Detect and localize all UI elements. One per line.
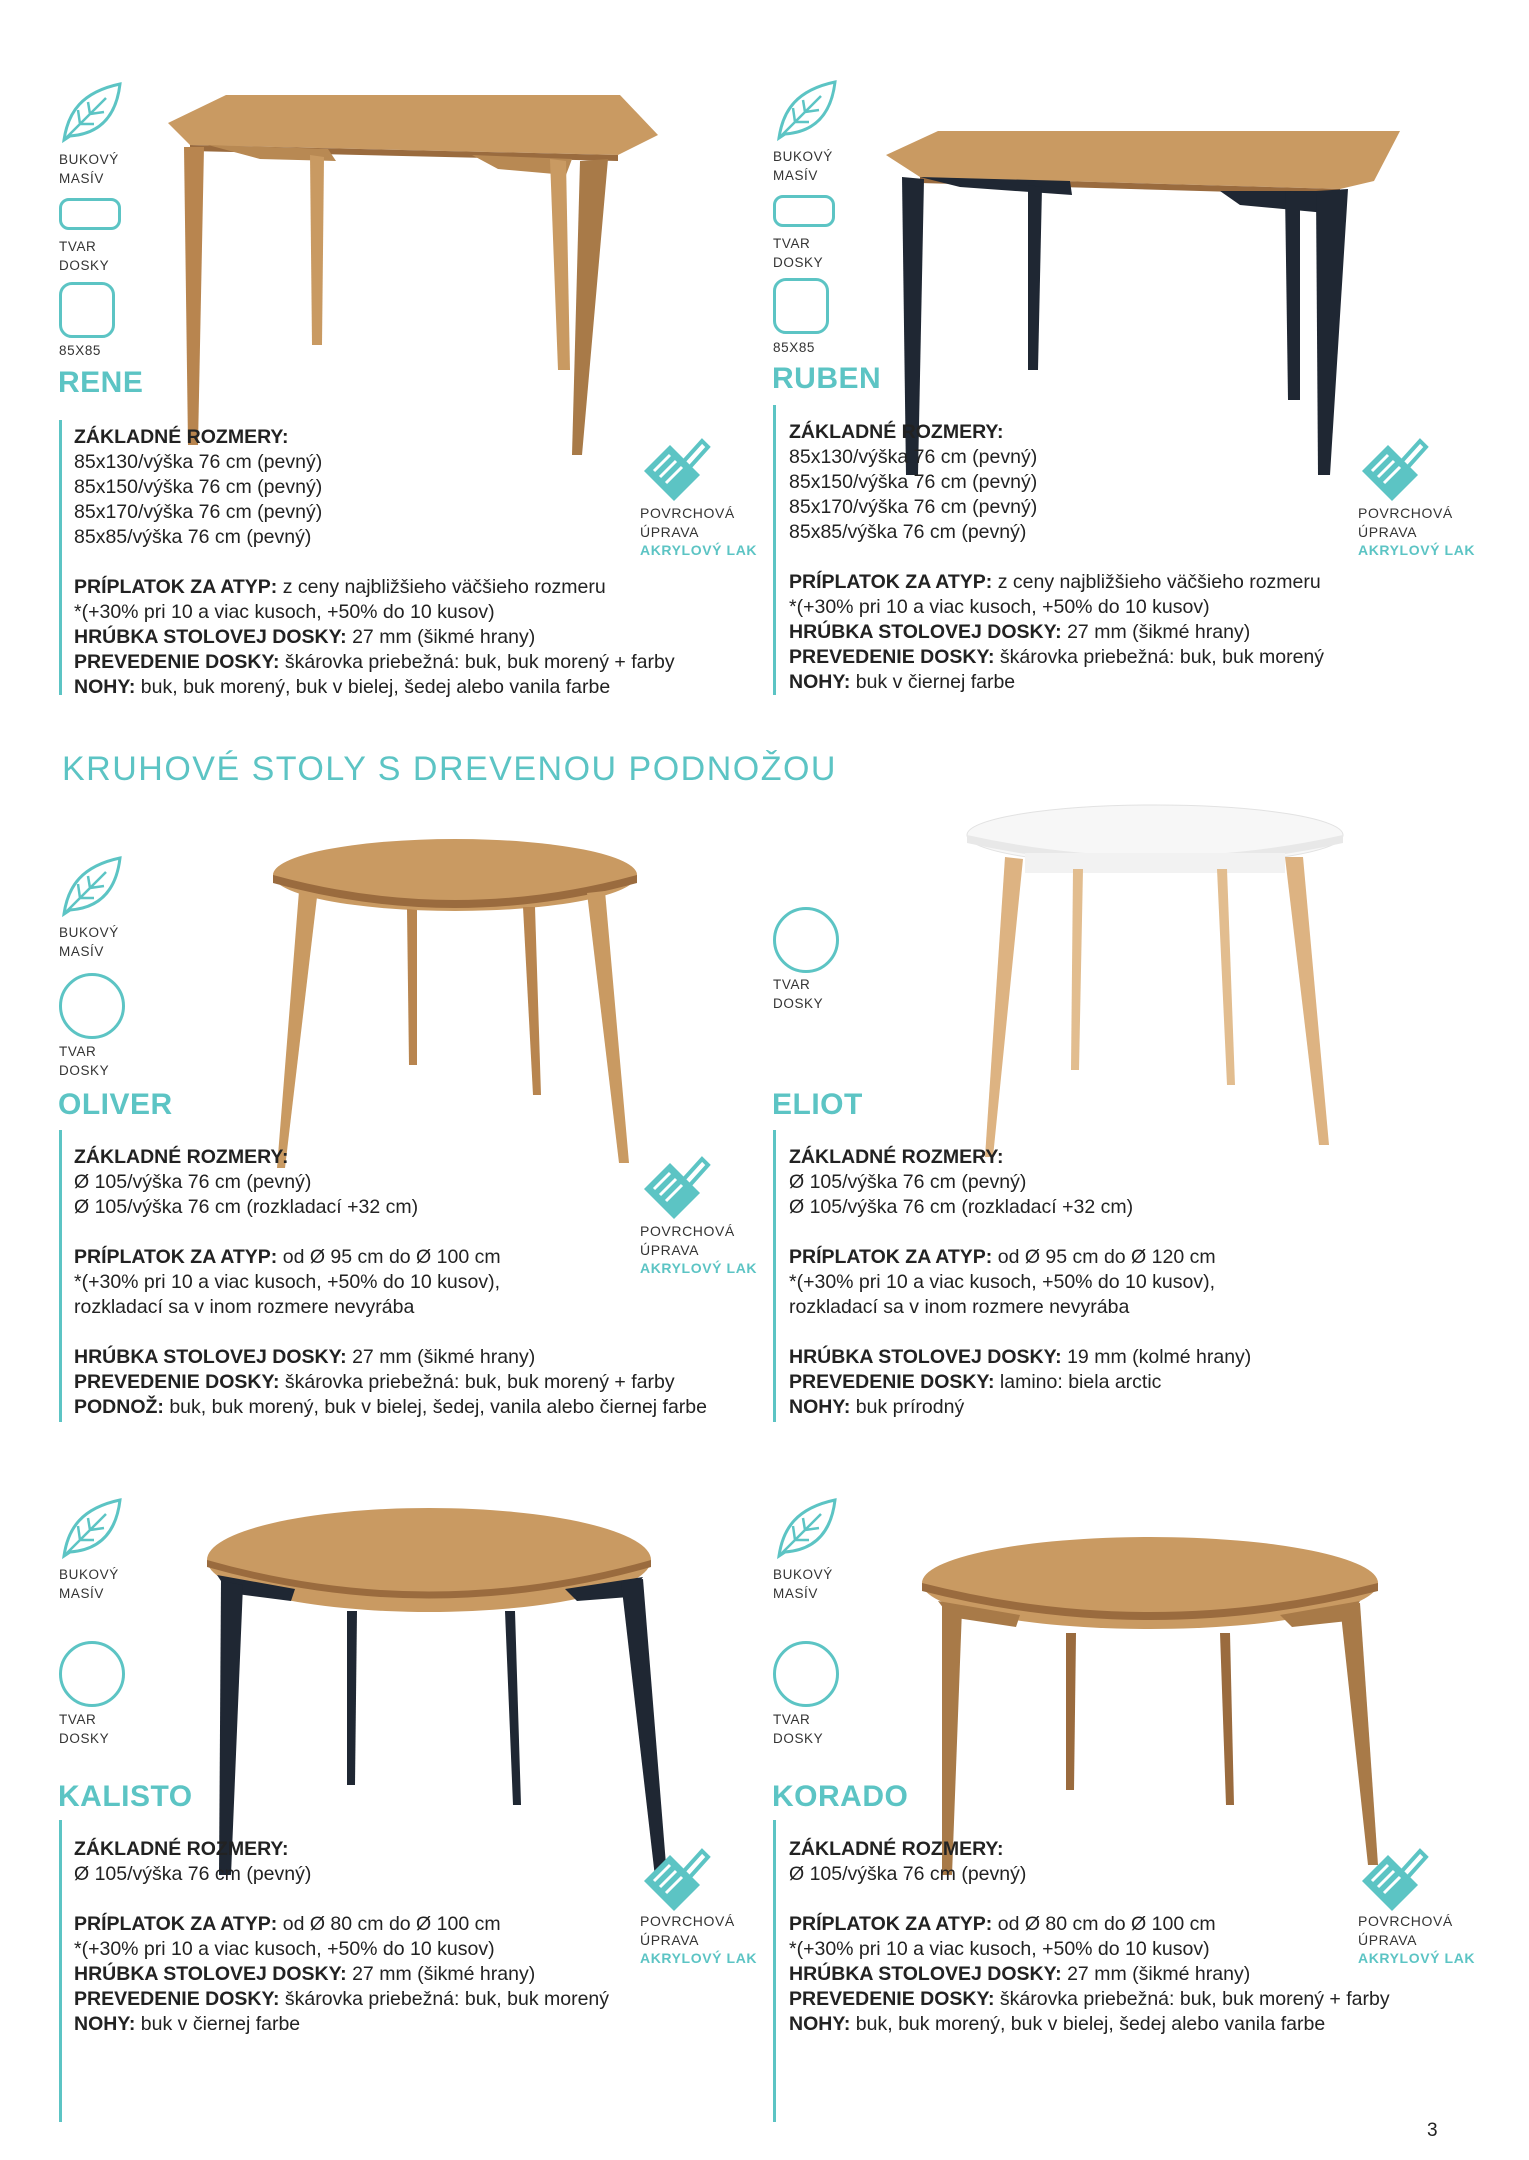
rectangle-shape-icon bbox=[773, 195, 835, 227]
table-image-kalisto bbox=[205, 1505, 665, 1885]
table-image-korado bbox=[920, 1535, 1380, 1885]
shape-label: TVAR DOSKY bbox=[773, 977, 824, 1011]
leaf-icon bbox=[58, 1494, 124, 1560]
material-label: BUKOVÝ MASÍV bbox=[773, 149, 833, 183]
product-name-eliot: ELIOT bbox=[772, 1088, 863, 1121]
shape-label: TVAR DOSKY bbox=[773, 236, 824, 270]
finish-label: POVRCHOVÁ ÚPRAVA AKRYLOVÝ LAK bbox=[1358, 1913, 1476, 1966]
size-label: 85X85 bbox=[773, 340, 816, 355]
circle-shape-icon bbox=[773, 1641, 839, 1707]
brush-icon bbox=[640, 1845, 712, 1917]
spec-block-ruben: ZÁKLADNÉ ROZMERY: 85x130/výška 76 cm (pevný) 85x150/výška 76 cm (pevný) 85x170/výška 76 cm (pevný) 85x85/výška 76 cm (pevný) PRÍPLATOK ZA ATYP: z ceny najbližšieho väčšieho rozmeru *(+30% pri 10 a viac kusoch, +50% do 10 kusov) HRÚBKA STOLOVEJ DOSKY: 27 mm (šikmé hrany) PREVEDENIE DOSKY: škárovka priebežná: buk, buk morený NOHY: buk v čiernej farbe bbox=[789, 421, 1325, 693]
spec-block-rene: ZÁKLADNÉ ROZMERY: 85x130/výška 76 cm (pevný) 85x150/výška 76 cm (pevný) 85x170/výška 76 cm (pevný) 85x85/výška 76 cm (pevný) PRÍPLATOK ZA ATYP: z ceny najbližšieho väčšieho rozmeru *(+30% pri 10 a viac kusoch, +50% do 10 kusov) HRÚBKA STOLOVEJ DOSKY: 27 mm (šikmé hrany) PREVEDENIE DOSKY: škárovka priebežná: buk, buk morený + farby NOHY: buk, buk morený, buk v bielej, šedej alebo vanila farbe bbox=[74, 426, 675, 698]
leaf-icon bbox=[773, 76, 839, 142]
circle-shape-icon bbox=[773, 907, 839, 973]
leaf-icon bbox=[773, 1494, 839, 1560]
product-name-ruben: RUBEN bbox=[772, 362, 882, 395]
shape-label: TVAR DOSKY bbox=[773, 1712, 824, 1746]
shape-label: TVAR DOSKY bbox=[59, 1044, 110, 1078]
spec-block-korado: ZÁKLADNÉ ROZMERY: Ø 105/výška 76 cm (pevný) PRÍPLATOK ZA ATYP: od Ø 80 cm do Ø 100 cm *(+30% pri 10 a viac kusoch, +50% do 10 kusov) HRÚBKA STOLOVEJ DOSKY: 27 mm (šikmé hrany) PREVEDENIE DOSKY: škárovka priebežná: buk, buk morený + farby NOHY: buk, buk morený, buk v bielej, šedej alebo vanila farbe bbox=[789, 1838, 1390, 2035]
material-label: BUKOVÝ MASÍV bbox=[59, 1567, 119, 1601]
leaf-icon bbox=[58, 852, 124, 918]
circle-shape-icon bbox=[59, 1641, 125, 1707]
square-shape-icon bbox=[59, 282, 115, 338]
spec-block-oliver: ZÁKLADNÉ ROZMERY: Ø 105/výška 76 cm (pevný) Ø 105/výška 76 cm (rozkladací +32 cm) PRÍPLATOK ZA ATYP: od Ø 95 cm do Ø 100 cm *(+30% pri 10 a viac kusoch, +50% do 10 kusov), rozkladací sa v inom rozmere nevyrába HRÚBKA STOLOVEJ DOSKY: 27 mm (šikmé hrany) PREVEDENIE DOSKY: škárovka priebežná: buk, buk morený + farby PODNOŽ: buk, buk morený, buk v bielej, šedej, vanila alebo čiernej farbe bbox=[74, 1146, 707, 1418]
product-name-oliver: OLIVER bbox=[58, 1088, 173, 1121]
table-image-eliot bbox=[965, 805, 1345, 1175]
material-label: BUKOVÝ MASÍV bbox=[59, 152, 119, 186]
brush-icon bbox=[1358, 1845, 1430, 1917]
brush-icon bbox=[1358, 435, 1430, 507]
shape-label: TVAR DOSKY bbox=[59, 1712, 110, 1746]
square-shape-icon bbox=[773, 278, 829, 334]
page-number: 3 bbox=[1427, 2120, 1438, 2141]
spec-block-eliot: ZÁKLADNÉ ROZMERY: Ø 105/výška 76 cm (pevný) Ø 105/výška 76 cm (rozkladací +32 cm) PRÍPLATOK ZA ATYP: od Ø 95 cm do Ø 120 cm *(+30% pri 10 a viac kusoch, +50% do 10 kusov), rozkladací sa v inom rozmere nevyrába HRÚBKA STOLOVEJ DOSKY: 19 mm (kolmé hrany) PREVEDENIE DOSKY: lamino: biela arctic NOHY: buk prírodný bbox=[789, 1146, 1252, 1418]
material-label: BUKOVÝ MASÍV bbox=[773, 1567, 833, 1601]
circle-shape-icon bbox=[59, 973, 125, 1039]
brush-icon bbox=[640, 435, 712, 507]
product-name-rene: RENE bbox=[58, 366, 144, 399]
product-name-korado: KORADO bbox=[772, 1780, 909, 1813]
finish-label: POVRCHOVÁ ÚPRAVA AKRYLOVÝ LAK bbox=[640, 505, 758, 558]
section-title: KRUHOVÉ STOLY S DREVENOU PODNOŽOU bbox=[62, 750, 837, 788]
divider-line bbox=[59, 1130, 62, 1422]
divider-line bbox=[59, 420, 62, 695]
finish-label: POVRCHOVÁ ÚPRAVA AKRYLOVÝ LAK bbox=[640, 1913, 758, 1966]
table-image-rene bbox=[160, 95, 670, 465]
divider-line bbox=[773, 1130, 776, 1422]
divider-line bbox=[773, 1820, 776, 2122]
material-label: BUKOVÝ MASÍV bbox=[59, 925, 119, 959]
shape-label: TVAR DOSKY bbox=[59, 239, 110, 273]
table-image-oliver bbox=[255, 835, 655, 1175]
finish-label: POVRCHOVÁ ÚPRAVA AKRYLOVÝ LAK bbox=[1358, 505, 1476, 558]
finish-label: POVRCHOVÁ ÚPRAVA AKRYLOVÝ LAK bbox=[640, 1223, 758, 1276]
size-label: 85X85 bbox=[59, 343, 102, 358]
divider-line bbox=[59, 1820, 62, 2122]
brush-icon bbox=[640, 1153, 712, 1225]
spec-block-kalisto: ZÁKLADNÉ ROZMERY: Ø 105/výška 76 cm (pevný) PRÍPLATOK ZA ATYP: od Ø 80 cm do Ø 100 cm *(+30% pri 10 a viac kusoch, +50% do 10 kusov) HRÚBKA STOLOVEJ DOSKY: 27 mm (šikmé hrany) PREVEDENIE DOSKY: škárovka priebežná: buk, buk morený NOHY: buk v čiernej farbe bbox=[74, 1838, 610, 2035]
rectangle-shape-icon bbox=[59, 198, 121, 230]
leaf-icon bbox=[58, 78, 124, 144]
product-name-kalisto: KALISTO bbox=[58, 1780, 193, 1813]
divider-line bbox=[773, 405, 776, 695]
